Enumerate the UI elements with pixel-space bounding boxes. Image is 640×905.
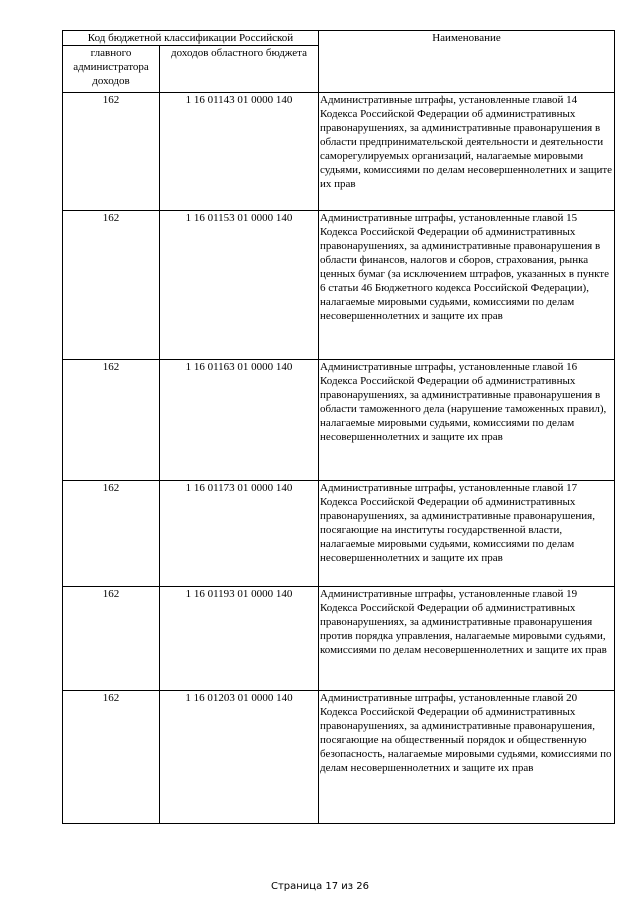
admin-code-cell: 162 [63, 360, 160, 481]
name-cell: Административные штрафы, установленные главой 14 Кодекса Российской Федерации об административных правонарушениях, за административные правонарушения в области предпринимательской деятельности и деятельности саморегулируемых организаций, налагаемые мировыми судьями, комиссиями по делам несовершеннолетних и защите их прав [319, 93, 615, 211]
header-group-title: Код бюджетной классификации Российской [63, 31, 319, 46]
name-cell: Административные штрафы, установленные главой 15 Кодекса Российской Федерации об административных правонарушениях, за административные правонарушения в области финансов, налогов и сборов, страхования, рынка ценных бумаг (за исключением штрафов, указанных в пункте 6 статьи 46 Бюджетного кодекса Российской Федерации), налагаемые мировыми судьями, комиссиями по делам несовершеннолетних и защите их прав [319, 211, 615, 360]
budget-classification-table [62, 30, 615, 824]
table-row [63, 360, 615, 481]
admin-code-cell: 162 [63, 481, 160, 587]
name-cell: Административные штрафы, установленные главой 19 Кодекса Российской Федерации об административных правонарушениях, за административные правонарушения против порядка управления, налагаемые мировыми судьями, комиссиями по делам несовершеннолетних и защите их прав [319, 587, 615, 691]
income-code-cell: 1 16 01153 01 0000 140 [160, 211, 319, 360]
admin-code-cell: 162 [63, 211, 160, 360]
income-code-cell: 1 16 01143 01 0000 140 [160, 93, 319, 211]
header-admin-column: главного администратора доходов [63, 46, 160, 93]
name-cell: Административные штрафы, установленные главой 17 Кодекса Российской Федерации об административных правонарушениях, за административные правонарушения, посягающие на институты государственной власти, налагаемые мировыми судьями, комиссиями по делам несовершеннолетних и защите их прав [319, 481, 615, 587]
header-income-column: доходов областного бюджета [160, 46, 319, 93]
admin-code-cell: 162 [63, 93, 160, 211]
page-number-footer: Страница 17 из 26 [270, 881, 370, 892]
table-row [63, 211, 615, 360]
table-row [63, 481, 615, 587]
name-cell: Административные штрафы, установленные главой 20 Кодекса Российской Федерации об административных правонарушениях, за административные правонарушения, посягающие на общественный порядок и общественную безопасность, налагаемые мировыми судьями, комиссиями по делам несовершеннолетних и защите их прав [319, 691, 615, 824]
admin-code-cell: 162 [63, 587, 160, 691]
income-code-cell: 1 16 01193 01 0000 140 [160, 587, 319, 691]
income-code-cell: 1 16 01163 01 0000 140 [160, 360, 319, 481]
table-header-row [63, 31, 615, 46]
table-row [63, 691, 615, 824]
income-code-cell: 1 16 01173 01 0000 140 [160, 481, 319, 587]
table-row [63, 93, 615, 211]
admin-code-cell: 162 [63, 691, 160, 824]
header-name: Наименование [319, 31, 615, 93]
table-row [63, 587, 615, 691]
name-cell: Административные штрафы, установленные главой 16 Кодекса Российской Федерации об административных правонарушениях, за административные правонарушения в области таможенного дела (нарушение таможенных правил), налагаемые мировыми судьями, комиссиями по делам несовершеннолетних и защите их прав [319, 360, 615, 481]
income-code-cell: 1 16 01203 01 0000 140 [160, 691, 319, 824]
